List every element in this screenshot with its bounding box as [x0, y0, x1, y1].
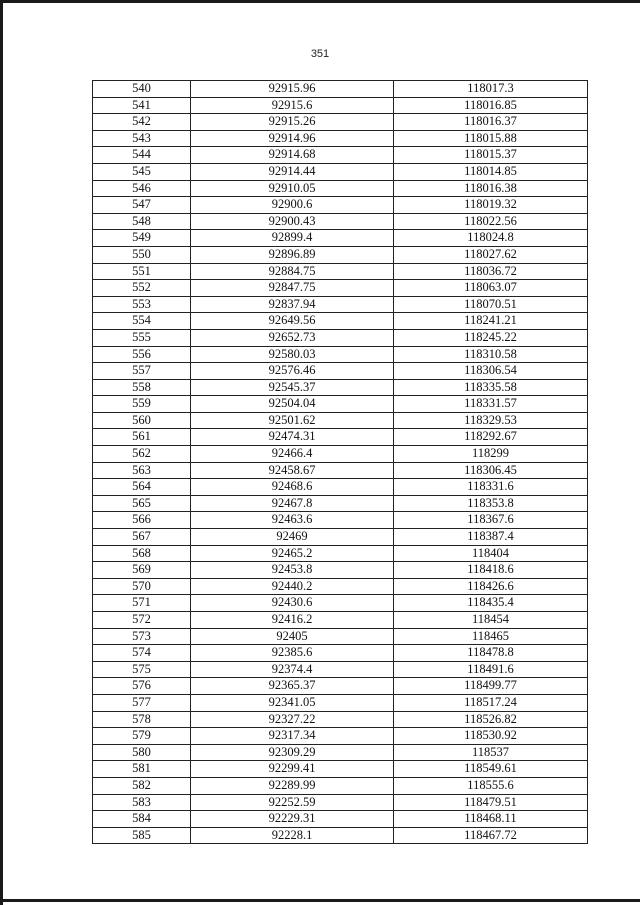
x-coordinate-cell: 92229.31 — [191, 811, 394, 828]
point-number-cell: 581 — [93, 761, 191, 778]
y-coordinate-cell: 118517.24 — [394, 694, 588, 711]
x-coordinate-cell: 92309.29 — [191, 744, 394, 761]
table-row — [93, 761, 588, 778]
table-row — [93, 246, 588, 263]
x-coordinate-cell: 92468.6 — [191, 479, 394, 496]
point-number-cell: 571 — [93, 595, 191, 612]
point-number-cell: 540 — [93, 81, 191, 98]
point-number-cell: 582 — [93, 777, 191, 794]
point-number-cell: 546 — [93, 180, 191, 197]
y-coordinate-cell: 118016.37 — [394, 114, 588, 131]
x-coordinate-cell: 92440.2 — [191, 578, 394, 595]
table-row — [93, 412, 588, 429]
table-row — [93, 462, 588, 479]
y-coordinate-cell: 118467.72 — [394, 827, 588, 844]
point-number-cell: 584 — [93, 811, 191, 828]
x-coordinate-cell: 92504.04 — [191, 396, 394, 413]
x-coordinate-cell: 92914.68 — [191, 147, 394, 164]
point-number-cell: 578 — [93, 711, 191, 728]
table-row — [93, 329, 588, 346]
point-number-cell: 549 — [93, 230, 191, 247]
point-number-cell: 547 — [93, 197, 191, 214]
x-coordinate-cell: 92465.2 — [191, 545, 394, 562]
table-row — [93, 578, 588, 595]
y-coordinate-cell: 118024.8 — [394, 230, 588, 247]
table-row — [93, 446, 588, 463]
x-coordinate-cell: 92317.34 — [191, 728, 394, 745]
x-coordinate-cell: 92466.4 — [191, 446, 394, 463]
table-row — [93, 728, 588, 745]
scan-edge-left — [0, 0, 3, 905]
y-coordinate-cell: 118329.53 — [394, 412, 588, 429]
coordinate-table — [92, 80, 588, 844]
point-number-cell: 566 — [93, 512, 191, 529]
y-coordinate-cell: 118241.21 — [394, 313, 588, 330]
x-coordinate-cell: 92915.6 — [191, 97, 394, 114]
scan-edge-top — [0, 0, 640, 3]
point-number-cell: 551 — [93, 263, 191, 280]
table-row — [93, 479, 588, 496]
x-coordinate-cell: 92580.03 — [191, 346, 394, 363]
table-row — [93, 794, 588, 811]
table-row — [93, 130, 588, 147]
y-coordinate-cell: 118491.6 — [394, 661, 588, 678]
x-coordinate-cell: 92896.89 — [191, 246, 394, 263]
y-coordinate-cell: 118530.92 — [394, 728, 588, 745]
y-coordinate-cell: 118465 — [394, 628, 588, 645]
y-coordinate-cell: 118435.4 — [394, 595, 588, 612]
point-number-cell: 559 — [93, 396, 191, 413]
x-coordinate-cell: 92649.56 — [191, 313, 394, 330]
point-number-cell: 575 — [93, 661, 191, 678]
table-row — [93, 180, 588, 197]
x-coordinate-cell: 92652.73 — [191, 329, 394, 346]
table-row — [93, 213, 588, 230]
x-coordinate-cell: 92914.44 — [191, 163, 394, 180]
point-number-cell: 541 — [93, 97, 191, 114]
table-row — [93, 230, 588, 247]
table-row — [93, 562, 588, 579]
table-row — [93, 694, 588, 711]
y-coordinate-cell: 118468.11 — [394, 811, 588, 828]
point-number-cell: 545 — [93, 163, 191, 180]
point-number-cell: 558 — [93, 379, 191, 396]
point-number-cell: 543 — [93, 130, 191, 147]
x-coordinate-cell: 92474.31 — [191, 429, 394, 446]
table-row — [93, 545, 588, 562]
table-row — [93, 363, 588, 380]
y-coordinate-cell: 118499.77 — [394, 678, 588, 695]
y-coordinate-cell: 118016.85 — [394, 97, 588, 114]
x-coordinate-cell: 92469 — [191, 529, 394, 546]
y-coordinate-cell: 118387.4 — [394, 529, 588, 546]
point-number-cell: 565 — [93, 495, 191, 512]
table-row — [93, 777, 588, 794]
point-number-cell: 568 — [93, 545, 191, 562]
table-row — [93, 379, 588, 396]
x-coordinate-cell: 92900.43 — [191, 213, 394, 230]
table-row — [93, 678, 588, 695]
table-row — [93, 612, 588, 629]
point-number-cell: 583 — [93, 794, 191, 811]
table-row — [93, 595, 588, 612]
x-coordinate-cell: 92228.1 — [191, 827, 394, 844]
y-coordinate-cell: 118426.6 — [394, 578, 588, 595]
x-coordinate-cell: 92365.37 — [191, 678, 394, 695]
point-number-cell: 542 — [93, 114, 191, 131]
point-number-cell: 572 — [93, 612, 191, 629]
point-number-cell: 577 — [93, 694, 191, 711]
y-coordinate-cell: 118014.85 — [394, 163, 588, 180]
coordinate-table-body — [93, 81, 588, 844]
table-row — [93, 197, 588, 214]
y-coordinate-cell: 118017.3 — [394, 81, 588, 98]
y-coordinate-cell: 118479.51 — [394, 794, 588, 811]
y-coordinate-cell: 118310.58 — [394, 346, 588, 363]
point-number-cell: 556 — [93, 346, 191, 363]
x-coordinate-cell: 92884.75 — [191, 263, 394, 280]
point-number-cell: 570 — [93, 578, 191, 595]
table-row — [93, 163, 588, 180]
x-coordinate-cell: 92545.37 — [191, 379, 394, 396]
x-coordinate-cell: 92416.2 — [191, 612, 394, 629]
table-row — [93, 495, 588, 512]
y-coordinate-cell: 118063.07 — [394, 280, 588, 297]
point-number-cell: 585 — [93, 827, 191, 844]
table-row — [93, 313, 588, 330]
y-coordinate-cell: 118555.6 — [394, 777, 588, 794]
point-number-cell: 573 — [93, 628, 191, 645]
y-coordinate-cell: 118478.8 — [394, 645, 588, 662]
table-row — [93, 827, 588, 844]
x-coordinate-cell: 92847.75 — [191, 280, 394, 297]
table-row — [93, 645, 588, 662]
point-number-cell: 567 — [93, 529, 191, 546]
y-coordinate-cell: 118245.22 — [394, 329, 588, 346]
y-coordinate-cell: 118019.32 — [394, 197, 588, 214]
x-coordinate-cell: 92915.96 — [191, 81, 394, 98]
y-coordinate-cell: 118331.57 — [394, 396, 588, 413]
x-coordinate-cell: 92252.59 — [191, 794, 394, 811]
point-number-cell: 544 — [93, 147, 191, 164]
point-number-cell: 569 — [93, 562, 191, 579]
y-coordinate-cell: 118015.37 — [394, 147, 588, 164]
x-coordinate-cell: 92576.46 — [191, 363, 394, 380]
x-coordinate-cell: 92289.99 — [191, 777, 394, 794]
y-coordinate-cell: 118331.6 — [394, 479, 588, 496]
scan-edge-bottom — [0, 899, 640, 902]
y-coordinate-cell: 118404 — [394, 545, 588, 562]
table-row — [93, 529, 588, 546]
table-row — [93, 296, 588, 313]
y-coordinate-cell: 118015.88 — [394, 130, 588, 147]
table-row — [93, 661, 588, 678]
y-coordinate-cell: 118454 — [394, 612, 588, 629]
point-number-cell: 550 — [93, 246, 191, 263]
x-coordinate-cell: 92458.67 — [191, 462, 394, 479]
x-coordinate-cell: 92341.05 — [191, 694, 394, 711]
point-number-cell: 561 — [93, 429, 191, 446]
point-number-cell: 576 — [93, 678, 191, 695]
y-coordinate-cell: 118537 — [394, 744, 588, 761]
y-coordinate-cell: 118036.72 — [394, 263, 588, 280]
table-row — [93, 346, 588, 363]
y-coordinate-cell: 118335.58 — [394, 379, 588, 396]
y-coordinate-cell: 118418.6 — [394, 562, 588, 579]
y-coordinate-cell: 118306.54 — [394, 363, 588, 380]
point-number-cell: 553 — [93, 296, 191, 313]
x-coordinate-cell: 92501.62 — [191, 412, 394, 429]
y-coordinate-cell: 118070.51 — [394, 296, 588, 313]
point-number-cell: 557 — [93, 363, 191, 380]
point-number-cell: 564 — [93, 479, 191, 496]
table-row — [93, 628, 588, 645]
table-row — [93, 97, 588, 114]
y-coordinate-cell: 118549.61 — [394, 761, 588, 778]
y-coordinate-cell: 118353.8 — [394, 495, 588, 512]
table-row — [93, 711, 588, 728]
page-number: 351 — [310, 48, 330, 60]
point-number-cell: 552 — [93, 280, 191, 297]
x-coordinate-cell: 92915.26 — [191, 114, 394, 131]
x-coordinate-cell: 92910.05 — [191, 180, 394, 197]
y-coordinate-cell: 118292.67 — [394, 429, 588, 446]
x-coordinate-cell: 92837.94 — [191, 296, 394, 313]
y-coordinate-cell: 118016.38 — [394, 180, 588, 197]
table-row — [93, 280, 588, 297]
table-row — [93, 811, 588, 828]
x-coordinate-cell: 92299.41 — [191, 761, 394, 778]
table-row — [93, 396, 588, 413]
y-coordinate-cell: 118526.82 — [394, 711, 588, 728]
y-coordinate-cell: 118367.6 — [394, 512, 588, 529]
table-row — [93, 114, 588, 131]
point-number-cell: 554 — [93, 313, 191, 330]
table-row — [93, 81, 588, 98]
x-coordinate-cell: 92327.22 — [191, 711, 394, 728]
point-number-cell: 579 — [93, 728, 191, 745]
point-number-cell: 563 — [93, 462, 191, 479]
point-number-cell: 560 — [93, 412, 191, 429]
x-coordinate-cell: 92914.96 — [191, 130, 394, 147]
x-coordinate-cell: 92385.6 — [191, 645, 394, 662]
x-coordinate-cell: 92899.4 — [191, 230, 394, 247]
y-coordinate-cell: 118306.45 — [394, 462, 588, 479]
point-number-cell: 548 — [93, 213, 191, 230]
y-coordinate-cell: 118299 — [394, 446, 588, 463]
table-row — [93, 744, 588, 761]
x-coordinate-cell: 92453.8 — [191, 562, 394, 579]
x-coordinate-cell: 92463.6 — [191, 512, 394, 529]
table-row — [93, 429, 588, 446]
table-row — [93, 147, 588, 164]
point-number-cell: 574 — [93, 645, 191, 662]
point-number-cell: 580 — [93, 744, 191, 761]
table-row — [93, 263, 588, 280]
y-coordinate-cell: 118027.62 — [394, 246, 588, 263]
y-coordinate-cell: 118022.56 — [394, 213, 588, 230]
x-coordinate-cell: 92430.6 — [191, 595, 394, 612]
point-number-cell: 555 — [93, 329, 191, 346]
x-coordinate-cell: 92900.6 — [191, 197, 394, 214]
table-row — [93, 512, 588, 529]
x-coordinate-cell: 92467.8 — [191, 495, 394, 512]
point-number-cell: 562 — [93, 446, 191, 463]
x-coordinate-cell: 92405 — [191, 628, 394, 645]
x-coordinate-cell: 92374.4 — [191, 661, 394, 678]
